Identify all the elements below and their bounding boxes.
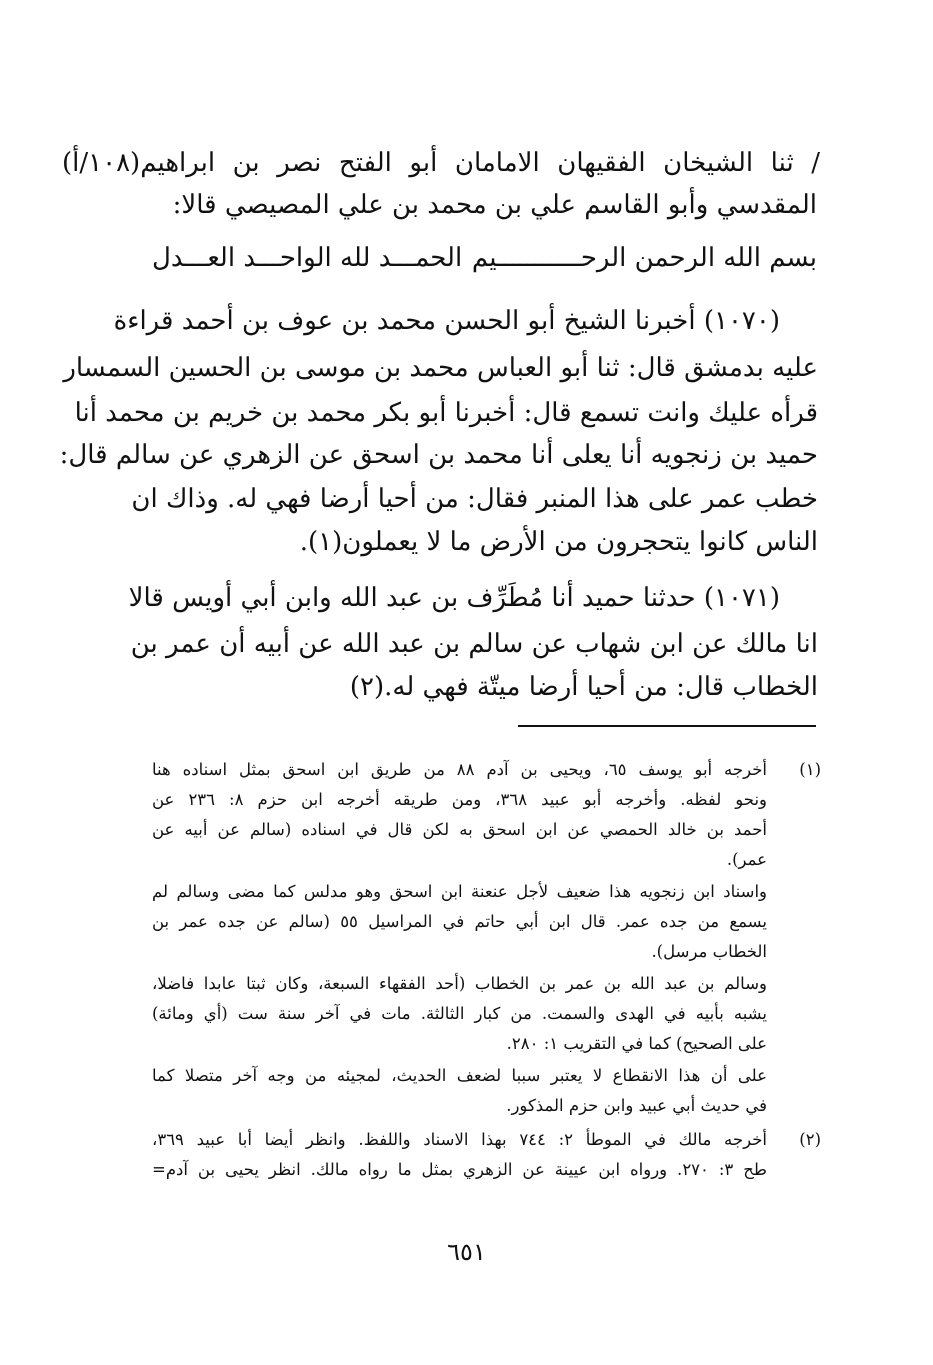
footnote-1-line: على أن هذا الانقطاع لا يعتبر سببا لضعف الحديث، لمجيئه من وجه آخر متصلا كما xyxy=(152,1066,767,1085)
page-number: ٦٥١ xyxy=(447,1238,486,1266)
footnote-1-line: واسناد ابن زنجويه هذا ضعيف لأجل عنعنة ابن اسحق وهو مدلس كما مضى وسالم لم xyxy=(152,882,767,901)
footnote-2-line: أخرجه مالك في الموطأ ٢: ٧٤٤ بهذا الاسناد واللفظ. وانظر أيضا أبا عبيد ٣٦٩، xyxy=(152,1130,767,1149)
basmala-right: الحمـــد لله الواحـــد العـــدل xyxy=(152,243,463,273)
footnote-1-line: يشبه بأبيه في الهدى والسمت. من كبار الثالثة. مات في آخر سنة ست (أي ومائة) xyxy=(152,1004,767,1023)
header-line-2: المقدسي وأبو القاسم علي بن محمد بن علي المصيصي قالا: xyxy=(172,190,817,220)
basmala-left: بسم الله الرحمن الرحـــــــــــيم xyxy=(471,243,817,273)
footnote-separator xyxy=(518,725,816,727)
footnote-1-line: ونحو لفظه. وأخرجه أبو عبيد ٣٦٨، ومن طريقه أخرجه ابن حزم ٨: ٢٣٦ عن xyxy=(152,790,768,809)
footnote-2-line: طح ٣: ٢٧٠. ورواه ابن عيينة عن الزهري بمثل ما رواه مالك. انظر يحيى بن آدم= xyxy=(152,1160,767,1179)
footnote-1-line: أخرجه أبو يوسف ٦٥، ويحيى بن آدم ٨٨ من طريق ابن اسحق بمثل اسناده هنا xyxy=(152,760,767,779)
hadith-1070-line: عليه بدمشق قال: ثنا أبو العباس محمد بن موسى بن الحسين السمسار xyxy=(63,353,818,383)
footnote-1-line: أحمد بن خالد الحمصي عن ابن اسحق به لكن قال في اسناده (سالم عن أبيه عن xyxy=(152,820,767,839)
hadith-1070-line: قرأه عليك وانت تسمع قال: أخبرنا أبو بكر محمد بن خريم بن محمد أنا xyxy=(74,398,818,428)
footnote-1-line: الخطاب مرسل). xyxy=(651,942,767,961)
footnote-marker-2: (٢) xyxy=(799,1130,821,1149)
footnote-marker-1: (١) xyxy=(799,760,821,779)
hadith-1071-line: الخطاب قال: من أحيا أرضا ميتّة فهي له.(٢) xyxy=(349,672,818,702)
hadith-1070-line: خطب عمر على هذا المنبر فقال: من أحيا أرضا فهي له. وذاك ان xyxy=(131,484,818,514)
hadith-1070-line: (١٠٧٠) أخبرنا الشيخ أبو الحسن محمد بن عوف بن أحمد قراءة xyxy=(113,306,780,336)
footnote-1-line: عمر). xyxy=(726,850,767,869)
hadith-1070-line: حميد بن زنجويه أنا يعلى أنا محمد بن اسحق عن الزهري عن سالم قال: xyxy=(59,440,818,470)
footnote-1-line: وسالم بن عبد الله بن عمر بن الخطاب (أحد الفقهاء السبعة، وكان ثبتا عابدا فاضلا، xyxy=(152,974,767,993)
hadith-1071-line: انا مالك عن ابن شهاب عن سالم بن عبد الله عن أبيه أن عمر بن xyxy=(130,629,818,659)
hadith-1071-line: (١٠٧١) حدثنا حميد أنا مُطَرِّف بن عبد الله وابن أبي أويس قالا xyxy=(128,583,780,613)
footnote-1-line: في حديث أبي عبيد وابن حزم المذكور. xyxy=(506,1096,767,1115)
footnote-1-line: على الصحيح) كما في التقريب ١: ٢٨٠. xyxy=(506,1034,767,1053)
header-line-1: / ثنا الشيخان الفقيهان الامامان أبو الفتح نصر بن ابراهيم(١٠٨/أ) xyxy=(62,148,820,178)
footnote-1-line: يسمع من جده عمر. قال ابن أبي حاتم في المراسيل ٥٥ (سالم عن جده عمر بن xyxy=(152,912,767,931)
hadith-1070-line: الناس كانوا يتحجرون من الأرض ما لا يعملون(١). xyxy=(299,527,818,557)
